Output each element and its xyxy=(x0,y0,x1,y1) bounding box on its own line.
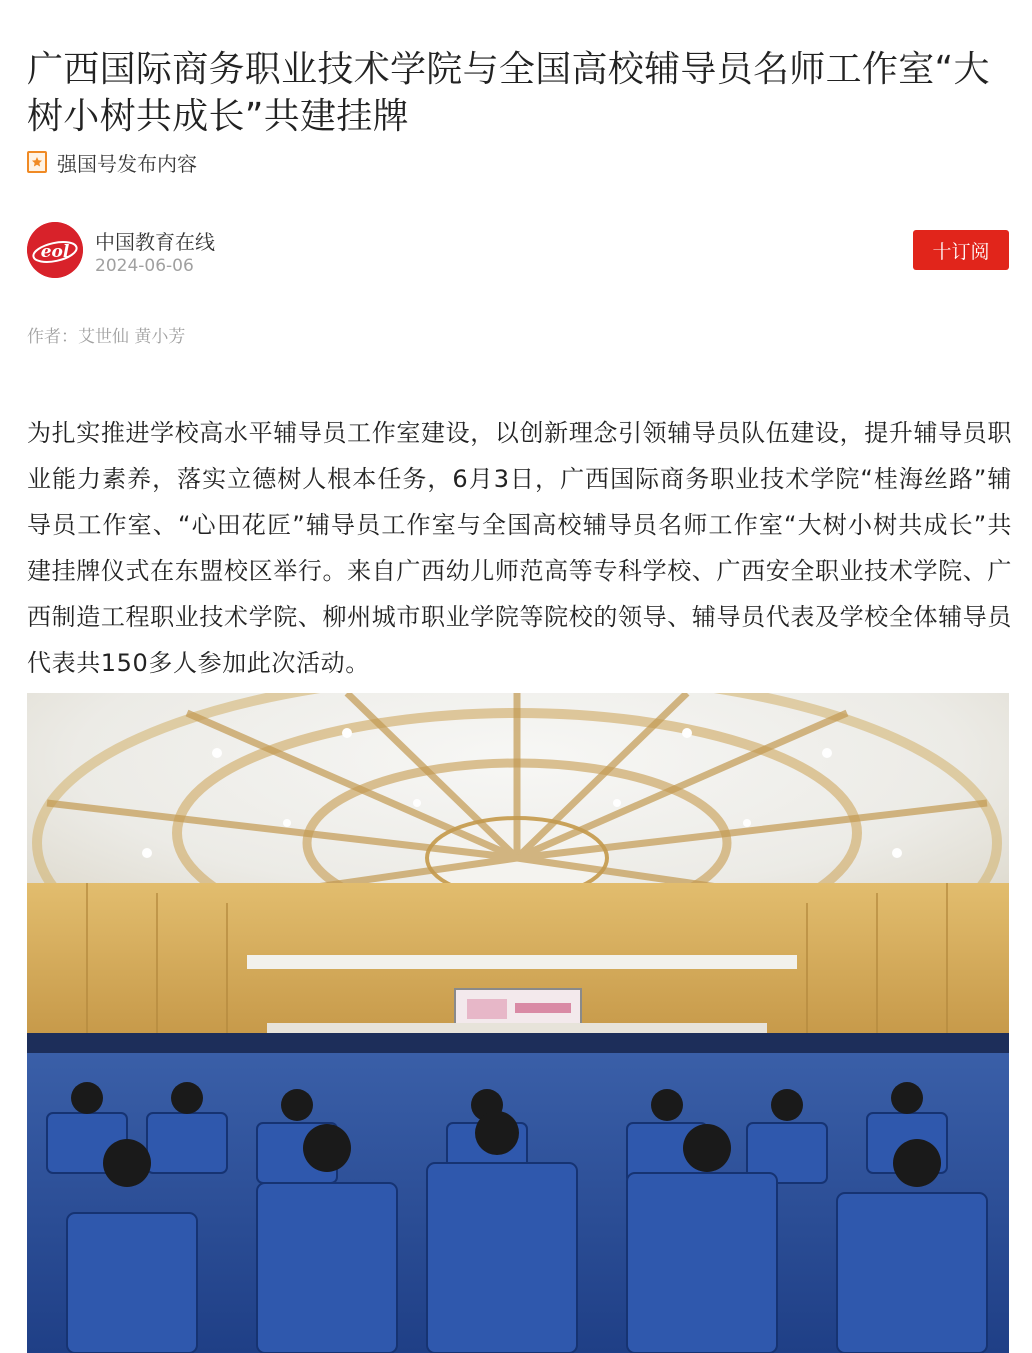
outlet-row xyxy=(27,222,1009,280)
publish-date: 2024-06-06 xyxy=(95,256,194,276)
auditorium-photo xyxy=(27,693,1009,1353)
byline xyxy=(27,322,185,347)
outlet-avatar[interactable] xyxy=(27,222,83,278)
byline-authors: 艾世仙 黄小芳 xyxy=(78,327,186,347)
outlet-name[interactable]: 中国教育在线 xyxy=(95,230,215,254)
source-tag-label: 强国号发布内容 xyxy=(57,151,197,176)
byline-label: 作者： xyxy=(27,327,78,347)
article-photo[interactable] xyxy=(27,693,1009,1353)
subscribe-label: 十订阅 xyxy=(932,240,990,263)
avatar-logo-text: eol xyxy=(40,242,70,262)
star-badge-icon xyxy=(27,151,47,173)
source-tag xyxy=(27,148,197,176)
article-body-paragraph: 为扎实推进学校高水平辅导员工作室建设，以创新理念引领辅导员队伍建设，提升辅导员职业能力素养，落实立德树人根本任务，6月3日，广西国际商务职业技术学院“桂海丝路”辅导员工作室、“心田花匠”辅导员工作室与全国高校辅导员名师工作室“大树小树共成长”共建挂牌仪式在东盟校区举行。来自广西幼儿师范高等专科学校、广西安全职业技术学院、广西制造工程职业技术学院、柳州城市职业学院等院校的领导、辅导员代表及学校全体辅导员代表共150多人参加此次活动。 xyxy=(27,419,1012,677)
article-title: 广西国际商务职业技术学院与全国高校辅导员名师工作室“大树小树共成长”共建挂牌 xyxy=(27,49,990,138)
subscribe-button[interactable] xyxy=(913,230,1009,270)
